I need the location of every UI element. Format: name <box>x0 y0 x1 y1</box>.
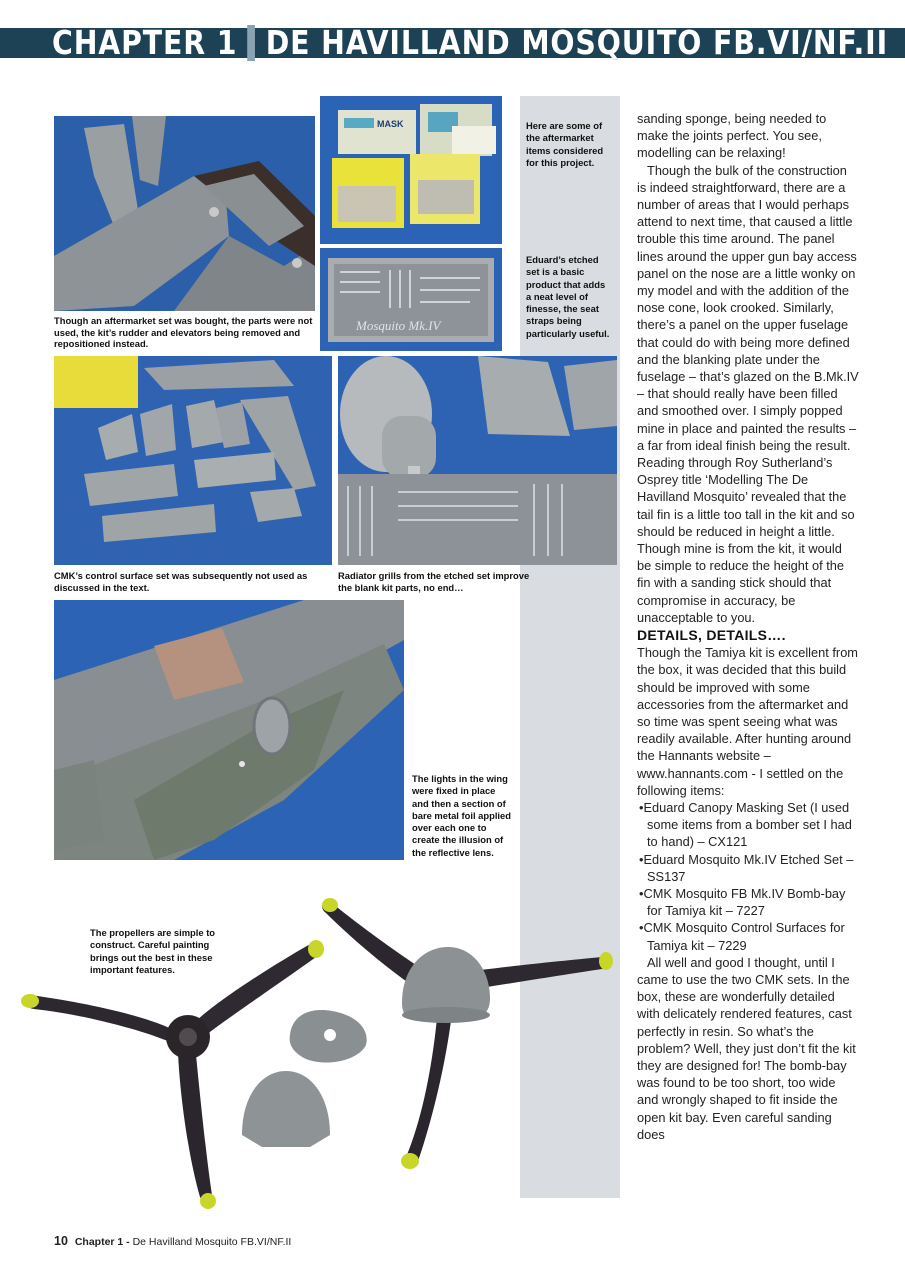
bullet-item: •CMK Mosquito FB Mk.IV Bomb-bay for Tamiya kit – 7227 <box>639 885 846 919</box>
footer-title: De Havilland Mosquito FB.VI/NF.II <box>132 1236 292 1248</box>
section-heading: DETAILS, DETAILS…. <box>637 627 786 644</box>
page-footer <box>54 1234 291 1249</box>
caption-etched: Eduard’s etched set is a basic product that adds a neat level of finesse, the seat straps being particularly useful. <box>526 254 610 339</box>
photo-rudder <box>54 116 315 311</box>
caption-lights: The lights in the wing were fixed in place and then a section of bare metal foil applied over each one to create the illusion of the reflective lens. <box>412 773 511 858</box>
chapter-label: CHAPTER 1 <box>52 23 238 62</box>
paragraph-4: All well and good I thought, until I came to use the two CMK sets. In the box, these are wonderfully detailed with delicately rendered features, cast perfectly in resin. So what’s the problem? Well, they just don’t fit the kit they are designed for! The bomb-bay was found to be too short, too wide and wrongly shaped to fit inside the open kit bay. Even careful sanding does <box>637 954 856 1142</box>
paragraph-1: sanding sponge, being needed to make the joints perfect. You see, modelling can be relaxing! <box>637 111 827 161</box>
photo-wing-lights <box>54 600 404 860</box>
bullet-item: •CMK Mosquito Control Surfaces for Tamiya kit – 7229 <box>639 920 845 953</box>
bullet-item: •Eduard Mosquito Mk.IV Etched Set – SS137 <box>639 851 854 884</box>
photo-propellers <box>10 895 615 1215</box>
photo-aftermarket <box>320 96 502 244</box>
caption-radiator: Radiator grills from the etched set improve the blank kit parts, no end… <box>338 570 530 593</box>
caption-rudder: Though an aftermarket set was bought, the parts were not used, the kit’s rudder and elevators being removed and repositioned instead. <box>54 315 313 349</box>
chapter-title: DE HAVILLAND MOSQUITO FB.VI/NF.II <box>265 23 889 62</box>
bullet-text: CMK Mosquito FB Mk.IV Bomb-bay for Tamiya kit – 7227 <box>643 885 846 919</box>
bullet-text: CMK Mosquito Control Surfaces for Tamiya kit – 7229 <box>643 920 845 953</box>
fret-label: Mosquito Mk.IV <box>356 318 441 333</box>
bullet-text: Eduard Canopy Masking Set (I used some items from a bomber set I had to hand) – CX121 <box>643 799 852 850</box>
photo-radiator <box>338 356 617 565</box>
photo-etched-fret <box>320 248 502 351</box>
caption-aftermarket: Here are some of the aftermarket items considered for this project. <box>526 120 604 168</box>
bullet-item: •Eduard Canopy Masking Set (I used some items from a bomber set I had to hand) – CX121 <box>639 799 852 850</box>
page-number: 10 <box>54 1234 68 1248</box>
footer-chapter: Chapter 1 - <box>74 1236 130 1248</box>
mask-package-label: MASK <box>377 119 404 129</box>
bullet-text: Eduard Mosquito Mk.IV Etched Set – SS137 <box>643 851 854 884</box>
paragraph-2: Though the bulk of the construction is indeed straightforward, there are a number of areas that I would perhaps attend to next time, that caused a little trouble this time around. The panel lines around the upper gun bay access panel on the nose are a little wonky on my model and with the addition of the nose cone, look crooked. Similarly, there’s a panel on the upper fuselage that could do with being more defined and the blanking plate under the fuselage – that’s glazed on the B.Mk.IV – that should really have been filled and smoothed over. I simply popped mine in place and painted the results – a far from ideal finish being the result. Reading through Roy Sutherland’s Osprey title ‘Modelling The De Havilland Mosquito’ revealed that the tail fin is a little too tall in the kit and so should be reduced in height a little. Though mine is from the kit, it would be simple to reduce the height of the fin with a sanding stick should that compromise in accuracy, be unacceptable to you. <box>637 162 859 625</box>
caption-propellers: The propellers are simple to construct. Careful painting brings out the best in these important features. <box>90 927 216 975</box>
chapter-heading <box>52 22 888 64</box>
caption-cmk: CMK’s control surface set was subsequently not used as discussed in the text. <box>54 570 308 593</box>
photo-cmk-surfaces <box>54 356 332 565</box>
banner-separator <box>248 25 256 61</box>
paragraph-3: Though the Tamiya kit is excellent from the box, it was decided that this build should be improved with some accessories from the aftermarket and so time was spent seeing what was readily available. After hunting around the Hannants website – www.hannants.com - I settled on the following items: <box>637 645 858 798</box>
body-text <box>637 110 859 1143</box>
